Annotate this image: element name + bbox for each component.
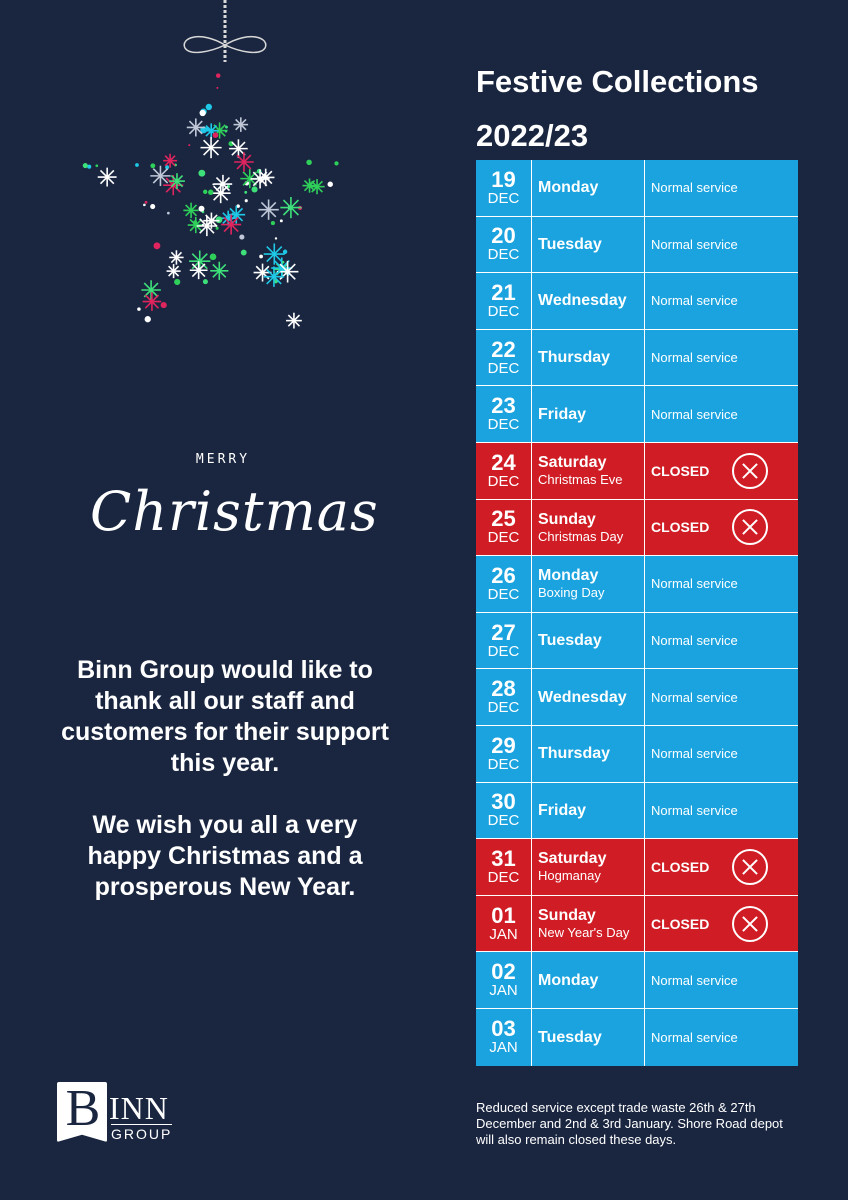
date-cell <box>476 613 532 669</box>
weekday-cell <box>532 669 645 725</box>
schedule-row <box>476 669 798 726</box>
day-number: 19 <box>491 166 516 192</box>
date-cell <box>476 386 532 442</box>
status-text: Normal service <box>651 236 738 252</box>
status-cell <box>645 783 798 839</box>
month-label: DEC <box>487 359 520 377</box>
weekday-name: Wednesday <box>538 292 627 310</box>
month-label: DEC <box>487 699 520 717</box>
holiday-name: Hogmanay <box>538 868 601 884</box>
schedule-row <box>476 952 798 1009</box>
date-cell <box>476 952 532 1008</box>
schedule-row <box>476 839 798 896</box>
day-number: 01 <box>491 902 516 928</box>
schedule-title-line1: Festive Collections <box>476 64 759 99</box>
schedule-row <box>476 273 798 330</box>
closed-x-icon <box>732 906 768 942</box>
weekday-cell <box>532 443 645 499</box>
month-label: DEC <box>487 642 520 660</box>
month-label: DEC <box>487 812 520 830</box>
weekday-name: Thursday <box>538 349 611 367</box>
status-cell <box>645 896 798 952</box>
status-text: Normal service <box>651 746 738 762</box>
status-text: Normal service <box>651 972 738 988</box>
collection-schedule-table <box>476 160 798 1066</box>
date-cell <box>476 839 532 895</box>
month-label: JAN <box>489 1039 518 1057</box>
status-text: CLOSED <box>651 519 710 536</box>
status-cell <box>645 556 798 612</box>
weekday-cell <box>532 273 645 329</box>
month-label: JAN <box>489 925 518 943</box>
closed-x-icon <box>732 453 768 489</box>
date-cell <box>476 556 532 612</box>
schedule-row <box>476 500 798 557</box>
status-cell <box>645 500 798 556</box>
day-number: 26 <box>491 562 516 588</box>
day-number: 30 <box>491 789 516 815</box>
schedule-row <box>476 896 798 953</box>
date-cell <box>476 160 532 216</box>
date-cell <box>476 726 532 782</box>
status-cell <box>645 160 798 216</box>
day-number: 02 <box>491 959 516 985</box>
logo-group-text: GROUP <box>111 1126 173 1142</box>
day-number: 29 <box>491 732 516 758</box>
thank-you-message <box>60 655 390 903</box>
status-cell <box>645 613 798 669</box>
date-cell <box>476 783 532 839</box>
date-cell <box>476 330 532 386</box>
day-number: 21 <box>491 279 516 305</box>
schedule-row <box>476 1009 798 1066</box>
month-label: DEC <box>487 868 520 886</box>
logo-inn-text: INN <box>109 1090 169 1126</box>
status-cell <box>645 1009 798 1066</box>
schedule-title <box>476 55 759 163</box>
star-ornament-icon <box>60 0 390 370</box>
weekday-cell <box>532 386 645 442</box>
status-text: Normal service <box>651 293 738 309</box>
schedule-row <box>476 556 798 613</box>
closed-x-icon <box>732 509 768 545</box>
status-text: CLOSED <box>651 462 710 479</box>
weekday-name: Sunday <box>538 510 596 528</box>
month-label: DEC <box>487 585 520 603</box>
schedule-row <box>476 613 798 670</box>
weekday-cell <box>532 1009 645 1066</box>
thanks-paragraph: Binn Group would like to thank all our staff and customers for their support this year. <box>61 656 389 777</box>
weekday-cell <box>532 783 645 839</box>
status-cell <box>645 217 798 273</box>
date-cell <box>476 1009 532 1066</box>
status-cell <box>645 330 798 386</box>
weekday-name: Tuesday <box>538 632 602 650</box>
status-text: CLOSED <box>651 915 710 932</box>
weekday-name: Thursday <box>538 745 611 763</box>
schedule-title-line2: 2022/23 <box>476 118 589 153</box>
month-label: DEC <box>487 472 520 490</box>
status-cell <box>645 669 798 725</box>
status-text: Normal service <box>651 689 738 705</box>
status-text: CLOSED <box>651 858 710 875</box>
weekday-cell <box>532 839 645 895</box>
closed-x-icon <box>732 849 768 885</box>
day-number: 24 <box>491 449 516 475</box>
schedule-row <box>476 217 798 274</box>
day-number: 22 <box>491 336 516 362</box>
weekday-cell <box>532 613 645 669</box>
status-cell <box>645 386 798 442</box>
date-cell <box>476 896 532 952</box>
weekday-cell <box>532 500 645 556</box>
day-number: 23 <box>491 393 516 419</box>
status-text: Normal service <box>651 802 738 818</box>
month-label: DEC <box>487 189 520 207</box>
schedule-row <box>476 330 798 387</box>
date-cell <box>476 217 532 273</box>
status-text: Normal service <box>651 576 738 592</box>
weekday-cell <box>532 556 645 612</box>
status-cell <box>645 726 798 782</box>
month-label: DEC <box>487 302 520 320</box>
status-cell <box>645 839 798 895</box>
month-label: DEC <box>487 755 520 773</box>
month-label: DEC <box>487 416 520 434</box>
month-label: JAN <box>489 982 518 1000</box>
weekday-cell <box>532 726 645 782</box>
status-text: Normal service <box>651 180 738 196</box>
weekday-cell <box>532 160 645 216</box>
day-number: 31 <box>491 845 516 871</box>
holiday-name: Boxing Day <box>538 585 605 601</box>
binn-group-logo <box>57 1078 177 1148</box>
month-label: DEC <box>487 529 520 547</box>
schedule-row <box>476 386 798 443</box>
status-text: Normal service <box>651 406 738 422</box>
weekday-name: Friday <box>538 801 587 819</box>
month-label: DEC <box>487 246 520 264</box>
status-cell <box>645 273 798 329</box>
holiday-name: Christmas Eve <box>538 472 623 488</box>
day-number: 28 <box>491 676 516 702</box>
schedule-row <box>476 160 798 217</box>
status-cell <box>645 443 798 499</box>
status-cell <box>645 952 798 1008</box>
day-number: 03 <box>491 1016 516 1042</box>
weekday-name: Saturday <box>538 850 607 868</box>
christmas-script-text: Christmas <box>90 480 379 543</box>
status-text: Normal service <box>651 1029 738 1045</box>
date-cell <box>476 500 532 556</box>
date-cell <box>476 669 532 725</box>
merry-text: MERRY <box>195 452 251 467</box>
weekday-name: Sunday <box>538 907 596 925</box>
weekday-cell <box>532 330 645 386</box>
weekday-cell <box>532 896 645 952</box>
weekday-name: Tuesday <box>538 1028 602 1046</box>
schedule-row <box>476 726 798 783</box>
status-text: Normal service <box>651 350 738 366</box>
day-number: 25 <box>491 506 516 532</box>
weekday-cell <box>532 952 645 1008</box>
weekday-name: Saturday <box>538 454 607 472</box>
weekday-name: Monday <box>538 971 599 989</box>
weekday-name: Monday <box>538 179 599 197</box>
schedule-row <box>476 443 798 500</box>
wish-paragraph: We wish you all a very happy Christmas and a prosperous New Year. <box>87 811 363 901</box>
holiday-name: Christmas Day <box>538 528 624 544</box>
footnote: Reduced service except trade waste 26th & 27th December and 2nd & 3rd January. Shore Road depot will also remain closed these days. <box>476 1100 783 1147</box>
day-number: 20 <box>491 223 516 249</box>
logo-letter-b: B <box>65 1080 101 1137</box>
weekday-name: Friday <box>538 405 587 423</box>
weekday-name: Monday <box>538 567 599 585</box>
date-cell <box>476 273 532 329</box>
weekday-name: Wednesday <box>538 688 627 706</box>
date-cell <box>476 443 532 499</box>
weekday-name: Tuesday <box>538 235 602 253</box>
day-number: 27 <box>491 619 516 645</box>
status-text: Normal service <box>651 633 738 649</box>
holiday-name: New Year's Day <box>538 925 630 941</box>
schedule-row <box>476 783 798 840</box>
weekday-cell <box>532 217 645 273</box>
